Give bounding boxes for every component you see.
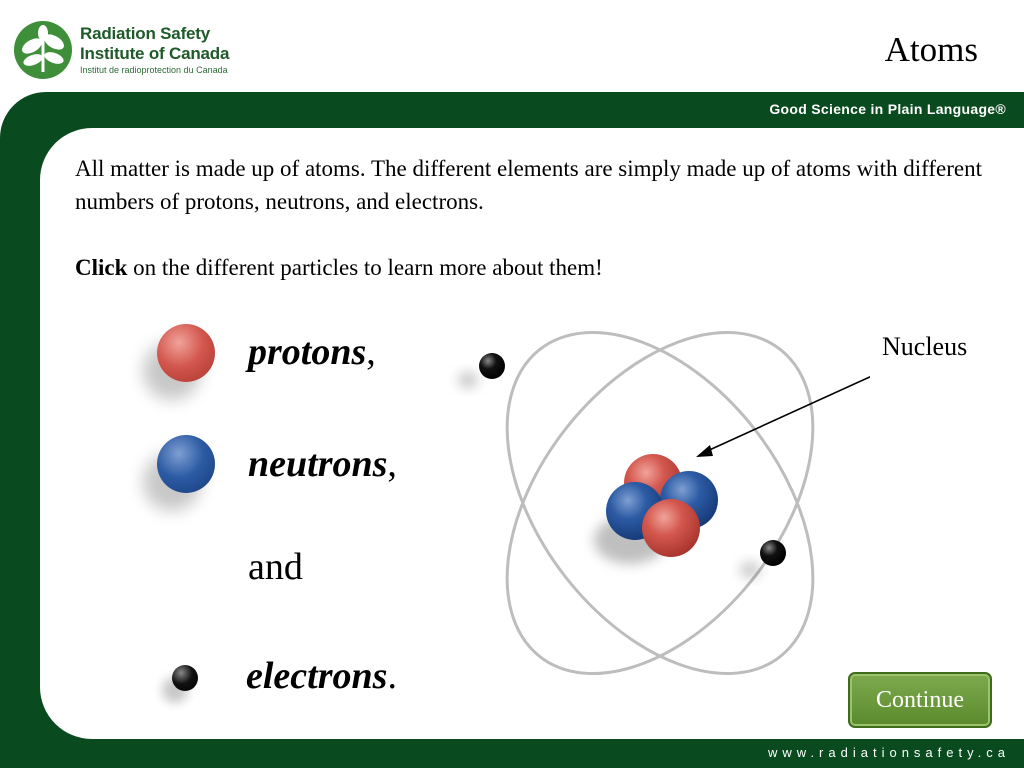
orbit-electron-2[interactable] <box>760 540 786 566</box>
leaf-logo-icon <box>12 20 74 80</box>
electron-shadow-1 <box>458 372 478 388</box>
electron-particle-button[interactable] <box>172 665 198 691</box>
org-name-line2: Institute of Canada <box>80 44 230 63</box>
neutrons-word: neutrons <box>248 443 388 485</box>
protons-comma: , <box>366 331 376 373</box>
footer-url: www.radiationsafety.ca <box>768 745 1010 760</box>
proton-particle-button[interactable] <box>157 324 215 382</box>
orbit-electron-1[interactable] <box>479 353 505 379</box>
logo-text <box>80 24 229 76</box>
electrons-label <box>246 654 397 698</box>
nucleus-pointer-line <box>705 370 870 452</box>
nucleus-arrowhead-icon <box>696 445 713 457</box>
neutrons-label <box>248 442 397 486</box>
nucleus-label: Nucleus <box>882 332 968 361</box>
instruction-bold: Click <box>75 255 128 280</box>
and-text: and <box>248 546 303 588</box>
tagline: Good Science in Plain Language® <box>769 101 1006 117</box>
nucleus-proton-2[interactable] <box>642 499 700 557</box>
instruction-text <box>75 255 603 281</box>
rsic-logo <box>8 18 248 82</box>
protons-label <box>248 330 376 374</box>
protons-word: protons <box>248 331 367 373</box>
electron-shadow-2 <box>740 562 760 578</box>
instruction-rest: on the different particles to learn more about them! <box>127 255 603 280</box>
neutrons-comma: , <box>387 443 397 485</box>
atom-diagram <box>440 300 870 700</box>
intro-text: All matter is made up of atoms. The different elements are simply made up of atoms with different numbers of protons, neutrons, and electrons. <box>75 156 982 214</box>
org-name-french: Institut de radioprotection du Canada <box>80 65 228 75</box>
neutron-particle-button[interactable] <box>157 435 215 493</box>
electrons-word: electrons <box>246 655 388 697</box>
page-title: Atoms <box>884 30 978 69</box>
electrons-period: . <box>387 655 397 697</box>
org-name-line1: Radiation Safety <box>80 24 210 43</box>
continue-button[interactable]: Continue <box>848 672 992 728</box>
